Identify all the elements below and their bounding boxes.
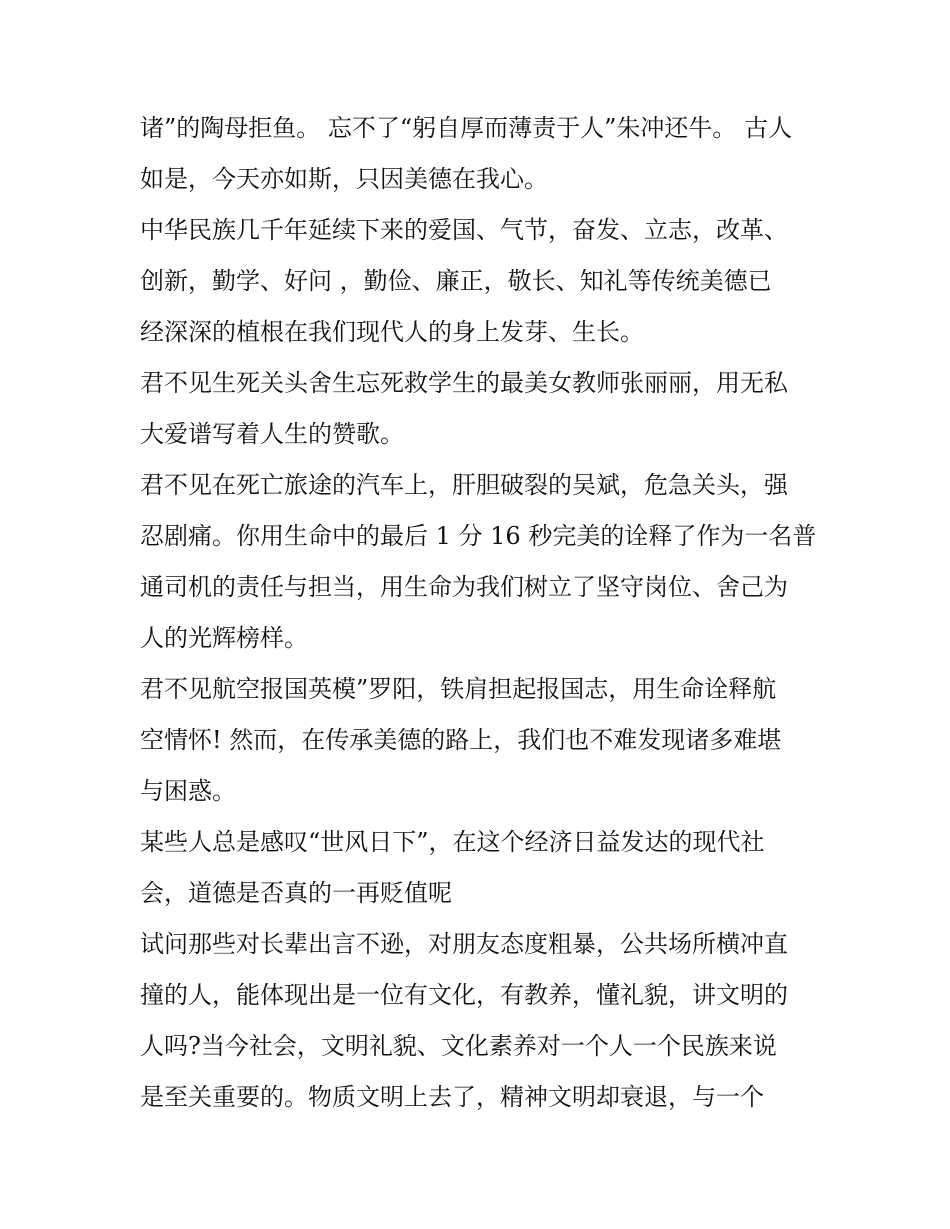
- text-line: 人吗?当今社会，文明礼貌、文化素养对一个人一个民族来说: [140, 1032, 777, 1060]
- text-line: 通司机的责任与担当，用生命为我们树立了坚守岗位、舍己为: [140, 573, 788, 601]
- text-line: 人的光辉榜样。: [140, 624, 308, 652]
- text-line: 某些人总是感叹“世风日下”，在这个经济日益发达的现代社: [140, 828, 765, 856]
- text-line: 试问那些对长辈出言不逊，对朋友态度粗暴，公共场所横冲直: [140, 930, 788, 958]
- text-line: 空情怀! 然而，在传承美德的路上，我们也不难发现诸多难堪: [140, 726, 782, 754]
- text-line: 大爱谱写着人生的赞歌。: [140, 420, 404, 448]
- body-text: [140, 103, 830, 1123]
- text-line: 与困惑。: [140, 777, 236, 805]
- text-line: 君不见航空报国英模”罗阳，铁肩担起报国志，用生命诠释航: [140, 675, 777, 703]
- text-line: 诸”的陶母拒鱼。 忘不了“躬自厚而薄责于人”朱冲还牛。 古人: [140, 114, 793, 142]
- text-line: 君不见生死关头舍生忘死救学生的最美女教师张丽丽，用无私: [140, 369, 788, 397]
- text-line: 创新，勤学、好问 ，勤俭、廉正，敬长、知礼等传统美德已: [140, 267, 772, 295]
- text-line: 中华民族几千年延续下来的爱国、气节，奋发、立志，改革、: [140, 216, 788, 244]
- text-line: 如是，今天亦如斯，只因美德在我心。: [140, 165, 548, 193]
- text-line: 经深深的植根在我们现代人的身上发芽、生长。: [140, 318, 644, 346]
- text-line: 会，道德是否真的一再贬值呢: [140, 879, 452, 907]
- text-line: 撞的人，能体现出是一位有文化，有教养，懂礼貌，讲文明的: [140, 981, 788, 1009]
- text-line: 是至关重要的。物质文明上去了，精神文明却衰退，与一个: [140, 1083, 764, 1111]
- text-line: 忍剧痛。你用生命中的最后 1 分 16 秒完美的诠释了作为一名普: [140, 522, 817, 550]
- text-line: 君不见在死亡旅途的汽车上，肝胆破裂的吴斌，危急关头，强: [140, 471, 788, 499]
